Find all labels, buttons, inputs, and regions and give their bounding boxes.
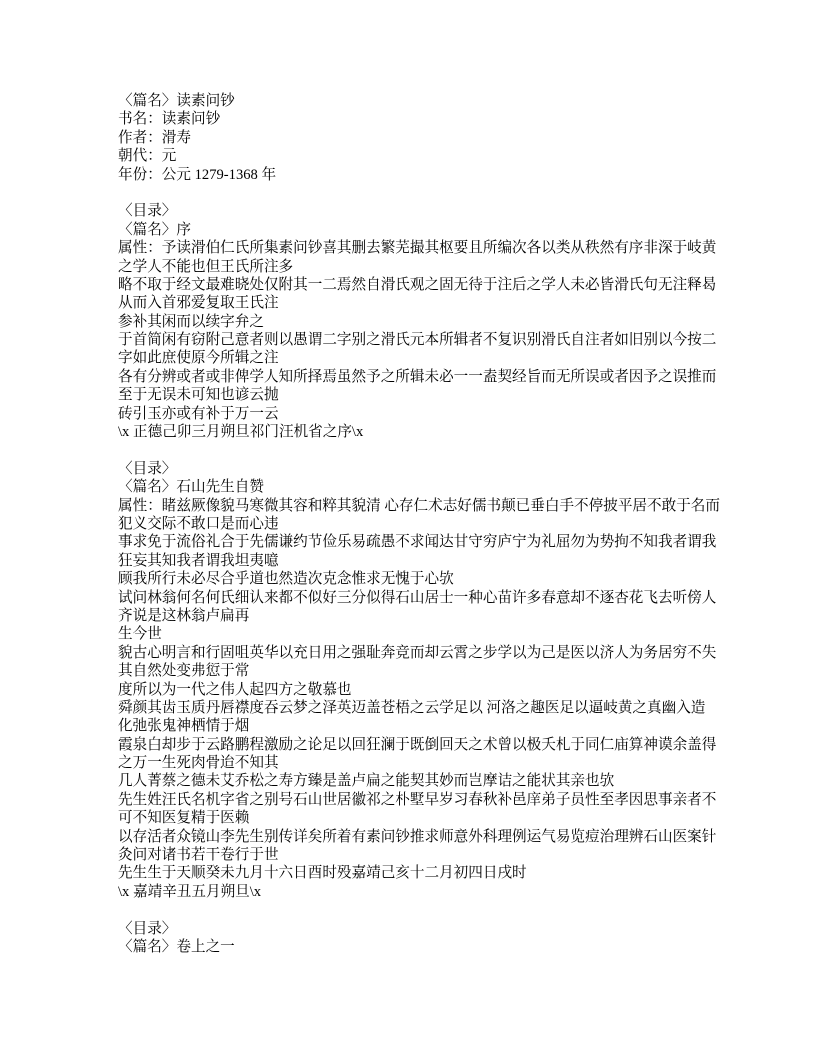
text-line: \x 嘉靖辛丑五月朔旦\x xyxy=(118,883,262,900)
section-book-header xyxy=(118,92,768,184)
document-text xyxy=(118,92,768,956)
text-line: 灸问对诸书若干卷行于世 xyxy=(118,847,279,864)
text-line: 朝代：元 xyxy=(118,148,177,165)
text-line: 〈篇名〉读素问钞 xyxy=(118,93,235,109)
section-volume-one xyxy=(118,920,768,957)
text-line: 参补其闲而以续字弁之 xyxy=(118,313,264,330)
text-line: 至于无误未可知也谚云抛 xyxy=(118,387,279,404)
text-line: 犯义交际不敢口是而心违 xyxy=(118,515,279,532)
text-line: 貌古心明言和行固咀英华以充日用之强耻奔竞而却云霄之步学以为己是医以济人为务居穷不失 xyxy=(118,644,717,661)
text-line: 狂妄其知我者谓我坦夷噫 xyxy=(118,552,279,569)
text-line: 度所以为一代之伟人起四方之敬慕也 xyxy=(118,681,352,698)
text-line: 〈篇名〉序 xyxy=(118,221,191,238)
text-line: 书名：读素问钞 xyxy=(118,111,221,128)
text-line: 以存活者众镜山李先生别传详矣所着有素问钞推求师意外科理例运气易览痘治理辨石山医案针 xyxy=(118,828,717,845)
text-line: 齐说是这林翁卢扁再 xyxy=(118,607,250,624)
text-line: 〈篇名〉石山先生自赞 xyxy=(118,479,264,496)
text-line: 事求免于流俗礼合于先儒谦约节俭乐易疏愚不求闻达甘守穷庐宁为礼屈勿为势拘不知我者谓我 xyxy=(118,534,717,551)
text-line: 可不知医复精于医赖 xyxy=(118,810,250,827)
text-line: 各有分辨或者或非俾学人知所择焉虽然予之所辑未必一一盍契经旨而无所误或者因予之误推而 xyxy=(118,368,717,385)
text-line: 〈目录〉 xyxy=(118,920,177,937)
text-line: 砖引玉亦或有补于万一云 xyxy=(118,405,279,422)
text-line: 从而入首邪爱复取王氏注 xyxy=(118,295,279,312)
section-preface xyxy=(118,202,768,441)
text-line: 生今世 xyxy=(118,626,162,643)
text-line: 〈目录〉 xyxy=(118,203,177,220)
text-line: 几人菁蔡之德未艾乔松之寿方臻是盖卢扁之能契其妙而岂摩诘之能状其亲也欤 xyxy=(118,773,615,790)
text-line: \x 正德己卯三月朔旦祁门汪机省之序\x xyxy=(118,424,364,441)
text-line: 〈目录〉 xyxy=(118,460,177,477)
text-line: 舜颜其齿玉质丹唇襟度吞云梦之泽英迈盖苍梧之云学足以 河洛之趣医足以逼岐黄之真幽入造 xyxy=(118,699,706,716)
text-line: 年份：公元 1279-1368 年 xyxy=(118,166,277,183)
text-line: 霞泉白却步于云路鹏程激励之论足以回狂澜于既倒回天之术曾以极夭札于同仁庙算神谟余盖得 xyxy=(118,736,717,753)
text-line: 其自然处变弗愆于常 xyxy=(118,663,250,680)
text-line: 作者：滑寿 xyxy=(118,129,191,146)
text-line: 字如此庶使原今所辑之注 xyxy=(118,350,279,367)
text-line: 〈篇名〉卷上之一 xyxy=(118,938,235,955)
text-line: 之学人不能也但王氏所注多 xyxy=(118,258,294,275)
text-line: 属性：睹兹厥像貌马寒微其容和粹其貌清 心存仁术志好儒书颠已垂白手不停披平居不敢于名而 xyxy=(118,497,720,514)
text-line: 属性：予读滑伯仁氏所集素问钞喜其删去繁芜撮其枢要且所编次各以类从秩然有序非深于岐黄 xyxy=(118,240,717,257)
text-line: 先生姓汪氏名机字省之别号石山世居徽祁之朴墅早岁习春秋补邑庠弟子员性至孝因思事亲者不 xyxy=(118,791,717,808)
text-line: 化弛张鬼神栖情于烟 xyxy=(118,718,250,735)
section-self-eulogy xyxy=(118,460,768,901)
text-line: 于首简闲有窃附己意者则以愚谓二字别之滑氏元本所辑者不复识别滑氏自注者如旧别以今按二 xyxy=(118,332,717,349)
text-line: 之万一生死肉骨迨不知其 xyxy=(118,755,279,772)
text-line: 试问林翁何名何氏细认来都不似好三分似得石山居士一种心苗许多春意却不逐杏花飞去听傍人 xyxy=(118,589,717,606)
text-line: 先生生于天顺癸未九月十六日酉时殁嘉靖己亥十二月初四日戌时 xyxy=(118,865,527,882)
text-line: 略不取于经文最难晓处仅附其一二焉然自滑氏观之固无待于注后之学人未必皆滑氏句无注释曷 xyxy=(118,276,717,293)
text-line: 顾我所行未必尽合乎道也然造次克念惟求无愧于心欤 xyxy=(118,571,454,588)
